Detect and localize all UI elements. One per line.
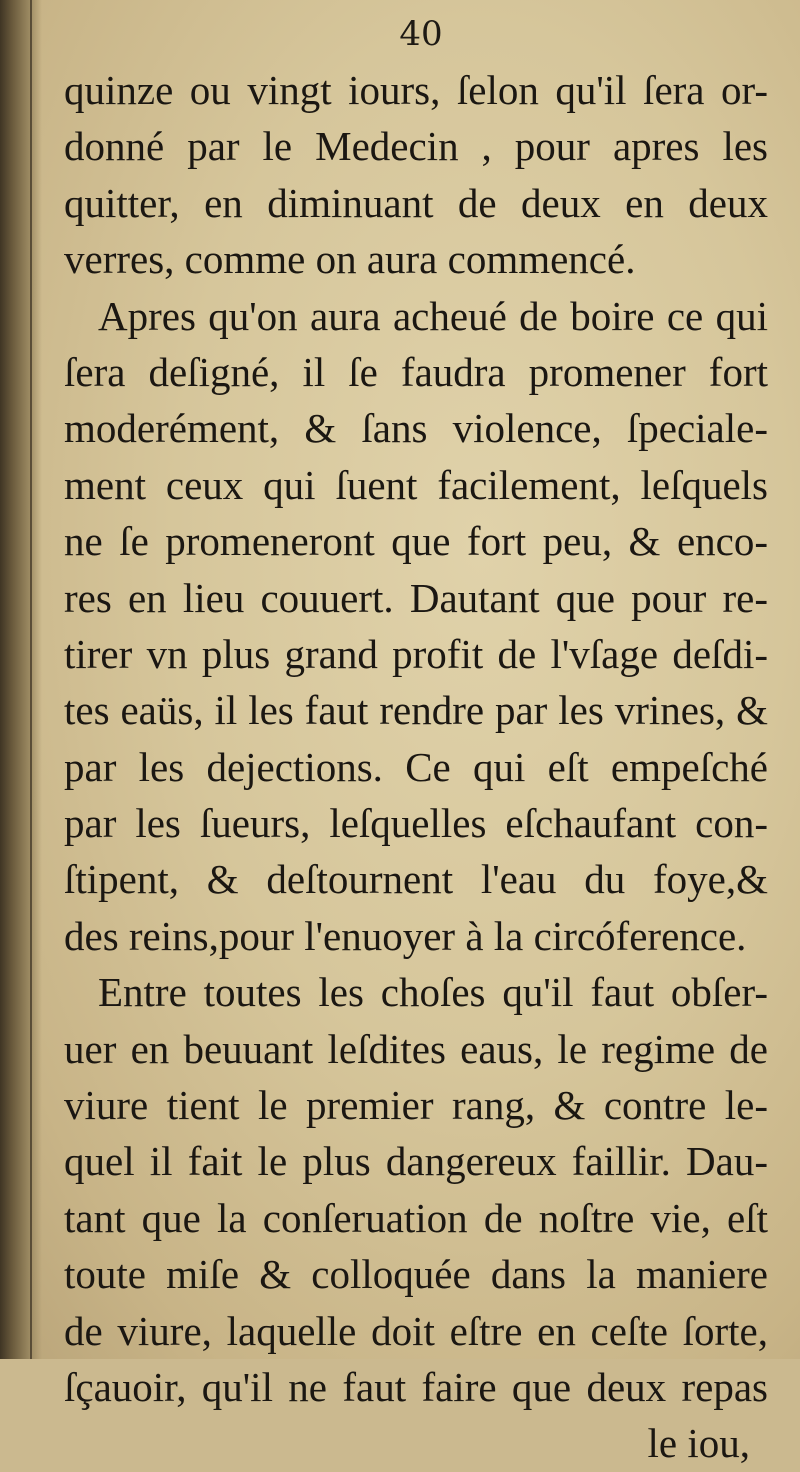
text-line: ne ſe promeneront que fort peu, & enco- xyxy=(64,518,768,565)
text-line: ſçauoir, qu'il ne faut faire que deux repas xyxy=(64,1363,768,1410)
text-line: ſtipent, & deſtournent l'eau du foye,& xyxy=(64,856,768,903)
text-line: res en lieu couuert. Dautant que pour re- xyxy=(64,574,768,621)
text-line: uer en beuuant leſdites eaus, le regime de xyxy=(64,1025,768,1072)
text-line: quitter, en diminuant de deux en deux xyxy=(64,179,768,226)
text-line: quinze ou vingt iours, ſelon qu'il ſera or- xyxy=(64,67,768,113)
text-line: quel il fait le plus dangereux faillir. Dau- xyxy=(64,1138,768,1185)
text-line: Entre toutes les choſes qu'il faut obſer- xyxy=(98,969,768,1016)
page-number: 40 xyxy=(399,14,443,54)
text-line: toute miſe & colloquée dans la maniere xyxy=(64,1251,768,1298)
text-line: de viure, laquelle doit eſtre en ceſte ſorte, xyxy=(64,1307,768,1354)
text-line: tant que la conſeruation de noſtre vie, eſt xyxy=(64,1194,768,1241)
binding-gutter xyxy=(0,0,42,1359)
text-line: Apres qu'on aura acheué de boire ce qui xyxy=(98,292,768,339)
text-line: ſera deſigné, il ſe faudra promener fort xyxy=(64,348,768,395)
binding-edge xyxy=(30,0,32,1359)
body-text xyxy=(64,62,768,1472)
text-line: tes eaüs, il les faut rendre par les vrines, & xyxy=(64,687,768,734)
catchword: le iou, xyxy=(647,1420,750,1467)
text-line: par les dejections. Ce qui eſt empeſché xyxy=(64,743,768,790)
text-line: par les ſueurs, leſquelles eſchaufant con- xyxy=(64,800,768,847)
text-line: moderément, & ſans violence, ſpeciale- xyxy=(64,405,768,452)
text-line: donné par le Medecin , pour apres les xyxy=(64,123,768,170)
text-line: verres, comme on aura commencé. xyxy=(64,236,636,283)
text-line: ment ceux qui ſuent facilement, leſquels xyxy=(64,461,768,508)
text-line: viure tient le premier rang, & contre le- xyxy=(64,1082,768,1129)
text-line: tirer vn plus grand profit de l'vſage deſdi- xyxy=(64,630,768,677)
text-line: des reins,pour l'enuoyer à la circóference. xyxy=(64,912,747,959)
